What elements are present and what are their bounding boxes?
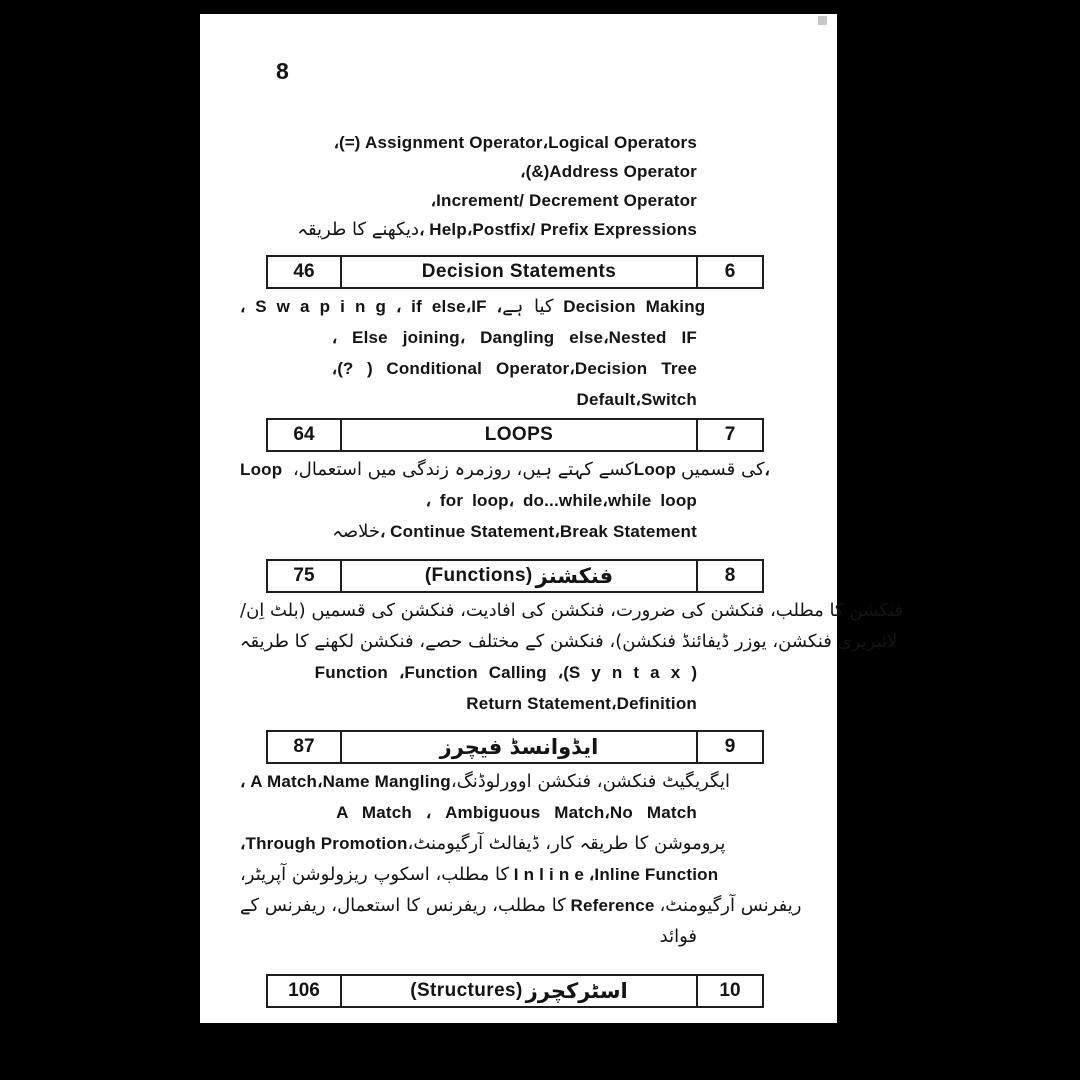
toc-line xyxy=(240,354,697,385)
text-segment-en: Return Statement،Definition xyxy=(466,694,697,713)
toc-line xyxy=(240,798,697,829)
entry-title xyxy=(340,257,698,287)
book-page xyxy=(200,14,904,1023)
toc-line xyxy=(240,216,697,245)
text-segment-ur: لائبریری فنکشن، یوزر ڈیفائنڈ فنکشن)، فنکشن کے مختلف حصے، فنکشن لکھنے کا طریقہ xyxy=(240,631,898,652)
text-segment-en: (Structures) xyxy=(410,980,523,1001)
entry-title xyxy=(340,561,698,591)
toc-sections xyxy=(200,255,904,1008)
text-segment-ur: ایڈوانسڈ فیچرز xyxy=(439,735,599,759)
text-segment-en: LOOPS xyxy=(484,424,554,445)
toc-line xyxy=(240,385,697,416)
entry-page-number: 46 xyxy=(293,261,315,282)
toc-entry-row xyxy=(266,255,764,289)
entry-chapter-number: 6 xyxy=(724,261,736,282)
text-segment-en: ، Help،Postfix/ Prefix Expressions xyxy=(419,220,697,239)
text-segment-en: ، Else joining، Dangling else،Nested IF xyxy=(331,328,697,347)
text-segment-ur: کسے کہتے ہیں، روزمرہ زندگی میں استعمال، xyxy=(287,459,634,480)
text-segment-ur: ریفرنس آرگیومنٹ، xyxy=(659,895,802,916)
text-segment-ur: فنکشنز xyxy=(535,564,614,588)
entry-page-number: 87 xyxy=(293,736,315,757)
toc-line xyxy=(240,187,697,216)
text-segment-ur: کیا ہے xyxy=(502,296,554,317)
text-segment-ur: کی قسمیں xyxy=(681,459,765,480)
toc-line xyxy=(240,860,719,891)
toc-line xyxy=(240,486,697,517)
toc-line xyxy=(240,455,771,486)
scan-artifact xyxy=(818,16,827,25)
text-segment-en: A Match ، Ambiguous Match،No Match xyxy=(336,803,697,822)
text-segment-en: ،Increment/ Decrement Operator xyxy=(430,191,697,210)
toc-line xyxy=(240,129,697,158)
text-segment-en: (Functions) xyxy=(424,565,533,586)
text-segment-ur: کا مطلب، اسکوپ ریزولوشن آپریٹر، xyxy=(240,864,510,885)
toc-line xyxy=(240,158,697,187)
text-segment-en: Decision Making xyxy=(553,297,706,316)
section-lines xyxy=(240,767,802,953)
text-segment-ur: کا مطلب، ریفرنس کا استعمال، ریفرنس کے xyxy=(240,895,566,916)
intro-lines xyxy=(240,129,697,245)
text-segment-ur: فنکشن کا مطلب، فنکشن کی ضرورت، فنکشن کی افادیت، فنکشن کی قسمیں (بلٹ اِن/ xyxy=(240,600,904,621)
text-segment-en: Default،Switch xyxy=(576,390,697,409)
text-segment-en: Decision Statements xyxy=(421,261,617,282)
toc-line xyxy=(240,517,697,548)
text-segment-en: Loop xyxy=(240,460,288,479)
toc-line xyxy=(240,292,706,323)
entry-page-number: 75 xyxy=(293,565,315,586)
toc-content xyxy=(200,126,904,1008)
section-lines xyxy=(240,292,706,416)
text-segment-en: ، Continue Statement،Break Statement xyxy=(379,522,697,541)
text-segment-en: I n l i n e ،Inline Function xyxy=(509,865,719,884)
text-segment-en: ، xyxy=(764,460,771,479)
toc-line xyxy=(240,658,697,689)
text-segment-en: ، S w a p i n g ، if else،IF ، xyxy=(240,297,503,316)
toc-line xyxy=(240,627,898,658)
toc-entry-row xyxy=(266,418,764,452)
section-lines xyxy=(240,455,771,548)
toc-line xyxy=(240,323,697,354)
toc-line xyxy=(240,767,731,798)
text-segment-en: ، A Match،Name Mangling xyxy=(240,772,451,791)
entry-chapter-number: 7 xyxy=(724,424,736,445)
section-lines xyxy=(240,596,904,720)
text-segment-en: ،(=) Assignment Operator،Logical Operators xyxy=(333,133,697,152)
entry-title xyxy=(340,420,698,450)
text-segment-en: ،(&)Address Operator xyxy=(520,162,697,181)
entry-page-number: 106 xyxy=(288,980,320,1001)
toc-entry-row xyxy=(266,974,764,1008)
text-segment-en: ،(? ) Conditional Operator،Decision Tree xyxy=(331,359,697,378)
entry-chapter-number: 9 xyxy=(724,736,736,757)
text-segment-ur: ایگریگیٹ فنکشن، فنکشن اوورلوڈنگ، xyxy=(450,771,731,792)
entry-page-number: 64 xyxy=(293,424,315,445)
entry-chapter-number: 10 xyxy=(719,980,741,1001)
entry-title xyxy=(340,732,698,762)
text-segment-en: Function ،Function Calling ،(S y n t a x ) xyxy=(314,663,697,682)
text-segment-ur: اسٹرکچرز xyxy=(525,979,628,1003)
text-segment-en: ،Through Promotion xyxy=(240,834,408,853)
toc-line xyxy=(240,596,904,627)
toc-entry-row xyxy=(266,559,764,593)
text-segment-ur: فوائد xyxy=(659,926,697,947)
text-segment-en: Reference xyxy=(565,896,660,915)
page-number: 8 xyxy=(276,58,290,84)
toc-line xyxy=(240,891,802,922)
toc-entry-row xyxy=(266,730,764,764)
text-segment-ur: پروموشن کا طریقہ کار، ڈیفالٹ آرگیومنٹ، xyxy=(407,833,732,854)
toc-line xyxy=(240,689,697,720)
text-segment-en: ، for loop، do...while،while loop xyxy=(425,491,697,510)
text-segment-en: Loop xyxy=(633,460,682,479)
text-segment-ur: دیکھنے کا طریقہ xyxy=(297,219,420,240)
toc-line xyxy=(240,922,697,953)
text-segment-ur: خلاصہ xyxy=(332,521,380,542)
entry-chapter-number: 8 xyxy=(724,565,736,586)
entry-title xyxy=(340,976,698,1006)
toc-line xyxy=(240,829,732,860)
